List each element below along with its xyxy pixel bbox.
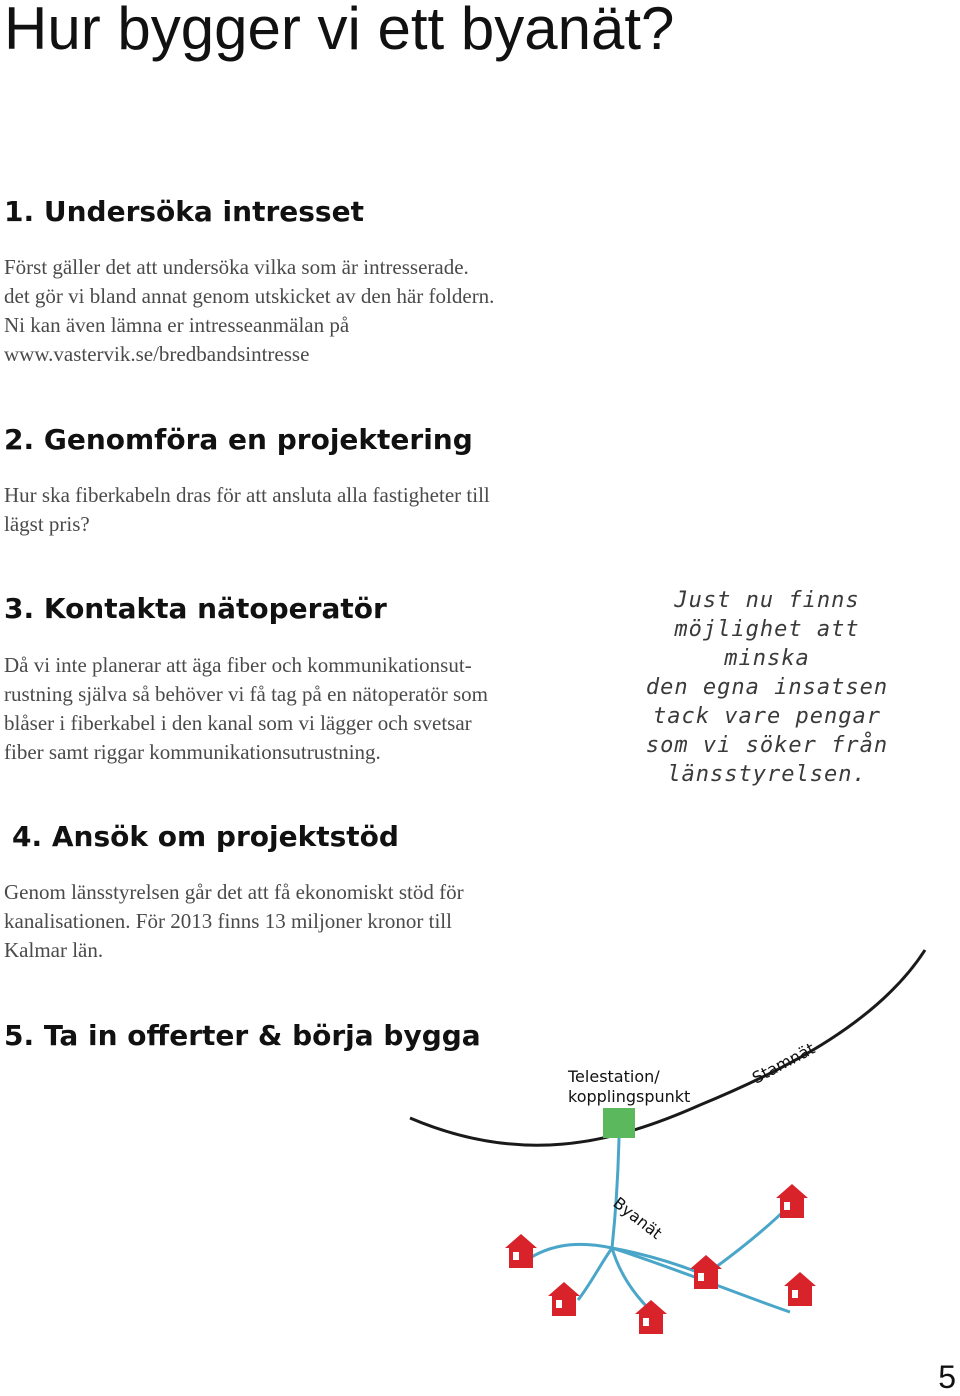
section-3-line: rustning själva så behöver vi få tag på en nätoperatör som (4, 682, 489, 706)
section-3-line: fiber samt riggar kommunikationsutrustning. (4, 740, 381, 764)
page-title: Hur bygger vi ett byanät? (4, 0, 675, 62)
house-window (513, 1252, 519, 1260)
section-1-line: Ni kan även lämna er intresseanmälan på (4, 313, 350, 337)
house-icon (635, 1300, 667, 1334)
section-3-line: blåser i fiberkabel i den kanal som vi lägger och svetsar (4, 711, 472, 735)
section-2-line: Hur ska fiberkabeln dras för att ansluta alla fastigheter till (4, 483, 490, 507)
section-3-heading: 3. Kontakta nätoperatör (4, 592, 387, 625)
section-1-line: det gör vi bland annat genom utskicket av den här foldern. (4, 284, 495, 308)
section-3-line: Då vi inte planerar att äga fiber och kommunikationsut- (4, 653, 472, 677)
house-window (698, 1273, 704, 1281)
note-line: möjlighet att minska (674, 617, 860, 671)
house-window (784, 1202, 790, 1210)
house-icon (548, 1282, 580, 1316)
section-1-heading: 1. Undersöka intresset (4, 195, 364, 228)
note-line: länsstyrelsen. (667, 762, 867, 787)
section-4-heading: 4. Ansök om projektstöd (12, 820, 399, 853)
house-icon (776, 1184, 808, 1218)
page-number: 5 (938, 1359, 956, 1395)
note-line: den egna insatsen (645, 675, 889, 700)
note-line: Just nu finns (674, 588, 860, 613)
house-icon (784, 1272, 816, 1306)
interest-link[interactable]: www.vastervik.se/bredbandsintresse (4, 342, 310, 366)
section-5-heading: 5. Ta in offerter & börja bygga (4, 1019, 481, 1052)
village-label: Byanät (609, 1193, 666, 1243)
backbone-line (410, 950, 925, 1145)
note-line: som vi söker från (645, 733, 889, 758)
note-line: tack vare pengar (653, 704, 881, 729)
house-icon (505, 1234, 537, 1268)
section-4-line: Kalmar län. (4, 938, 104, 962)
section-2-heading: 2. Genomföra en projektering (4, 423, 473, 456)
section-4-line: kanalisationen. För 2013 finns 13 miljoner kronor till (4, 909, 452, 933)
section-2-line: lägst pris? (4, 512, 90, 536)
house-window (792, 1290, 798, 1298)
station-square (603, 1108, 635, 1138)
section-1-line: Först gäller det att undersöka vilka som är intresserade. (4, 255, 469, 279)
house-window (643, 1318, 649, 1326)
section-4-line: Genom länsstyrelsen går det att få ekonomiskt stöd för (4, 880, 464, 904)
house-icon (690, 1255, 722, 1289)
house-window (556, 1300, 562, 1308)
station-label: Telestation/ (568, 1067, 660, 1086)
backbone-label: Stamnät (748, 1038, 818, 1088)
station-label: kopplingspunkt (568, 1087, 691, 1106)
